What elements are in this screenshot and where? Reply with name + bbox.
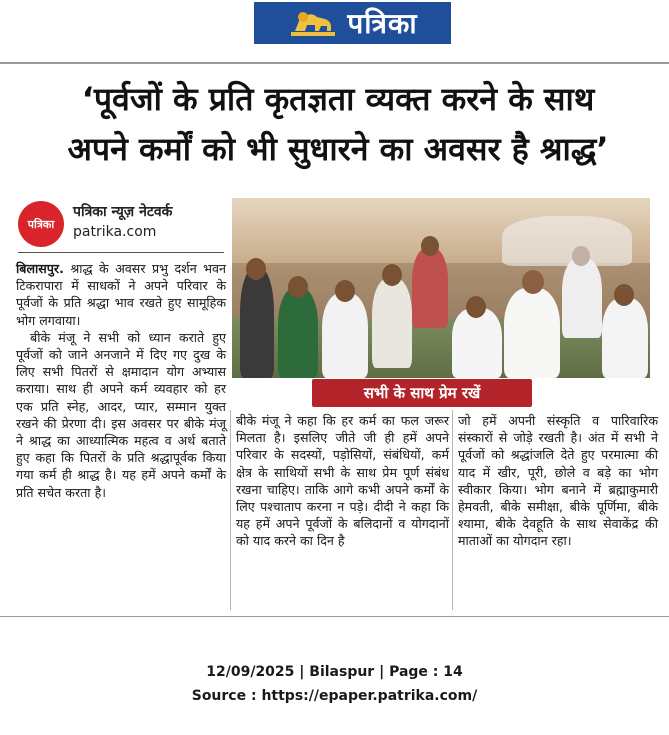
photo-figure	[614, 284, 634, 306]
byline-name: पत्रिका न्यूज़ नेटवर्क	[73, 204, 173, 220]
column-divider	[452, 410, 453, 610]
photo-figure	[412, 248, 448, 328]
headline	[14, 74, 662, 174]
byline-divider	[18, 252, 224, 253]
top-rule	[0, 62, 669, 64]
footer-edition-info: 12/09/2025 | Bilaspur | Page : 14	[206, 664, 463, 680]
article-paragraph-2: बीके मंजू ने सभी को ध्यान कराते हुए पूर्वजों को जाने अनजाने में दिए गए दुख के लिए सभी पितरों से क्षमादान योग अभ्यास कराया। साथ ही अपने कर्म व्यवहार को हर एक प्रति स्नेह, आदर, प्यार, सम्मान युक्त रखने की प्रेरणा दी। इस अवसर पर बीके मंजू ने श्राद्ध का आध्यात्मिक महत्व व अर्थ बताते हुए कहा कि पितरों के प्रति श्रद्धापूर्वक किया गया कर्म ही श्राद्ध है। यह हमें अपने कर्मों के प्रति सचेत करता है।	[16, 329, 226, 500]
bottom-rule	[0, 616, 669, 617]
photo-figure	[382, 264, 402, 286]
photo-figure	[288, 276, 308, 298]
photo-figure	[335, 280, 355, 302]
headline-line-2: अपने कर्मों को भी सुधारने का अवसर है श्राद्ध’	[67, 130, 609, 168]
dateline: बिलासपुर.	[16, 261, 64, 276]
photo-figure	[562, 258, 602, 338]
article-column-1	[16, 260, 226, 501]
patrika-logo-badge: पत्रिका	[18, 201, 64, 247]
photo-caption: सभी के साथ प्रेम रखें	[312, 379, 532, 407]
byline-site: patrika.com	[73, 224, 157, 240]
masthead	[254, 2, 451, 44]
news-photo	[232, 198, 650, 378]
masthead-brand: पत्रिका	[347, 7, 418, 40]
photo-figure	[240, 268, 274, 378]
photo-figure	[502, 216, 632, 266]
article-column-3	[458, 412, 658, 550]
article-paragraph-4: जो हमें अपनी संस्कृति व पारिवारिक संस्कारों से जोड़े रखती है। अंत में सभी ने पूर्वजों को श्रद्धांजलि देते हुए परमात्मा की याद में खीर, पूरी, छोले व बड़े का भोग स्वीकार किया। भोग बनाने में ब्रह्माकुमारी हेमवती, बीके समीक्षा, बीके पूर्णिमा, बीके श्यामा, बीके देवहूति के साथ सेवाकेंद्र की माताओं का योगदान रहा।	[458, 413, 658, 549]
photo-figure	[246, 258, 266, 280]
article-paragraph-1: श्राद्ध के अवसर प्रभु दर्शन भवन टिकरापारा में साधकों ने अपने परिवार के पूर्वजों के प्रति श्रद्धा भाव रखते हुए सामूहिक भोग लगवाया।	[16, 261, 226, 328]
footer-source: Source : https://epaper.patrika.com/	[191, 688, 478, 704]
photo-figure	[278, 288, 318, 378]
photo-figure	[504, 288, 560, 378]
photo-figure	[602, 298, 648, 378]
photo-figure	[421, 236, 439, 256]
column-divider	[230, 410, 231, 610]
article-column-2	[236, 412, 449, 550]
article-paragraph-3: बीके मंजू ने कहा कि हर कर्म का फल जरूर मिलता है। इसलिए जीते जी ही हमें अपने परिवार के सदस्यों, पड़ोसियों, संबंधियों, कर्म क्षेत्र के साथियों सभी के साथ प्रेम पूर्ण संबंध रखना चाहिए। ताकि आगे कभी अपने कर्मों के लिए पश्चाताप करना न पड़े। दीदी ने कहा कि यह हमें अपने पूर्वजों के बलिदानों व योगदानों को याद करने का दिन है	[236, 413, 449, 549]
photo-figure	[522, 270, 544, 294]
photo-figure	[466, 296, 486, 318]
lion-icon	[287, 7, 339, 39]
photo-figure	[452, 308, 502, 378]
photo-figure	[322, 293, 368, 378]
photo-figure	[372, 278, 412, 368]
headline-line-1: ‘पूर्वजों के प्रति कृतज्ञता व्यक्त करने के साथ	[81, 80, 595, 118]
